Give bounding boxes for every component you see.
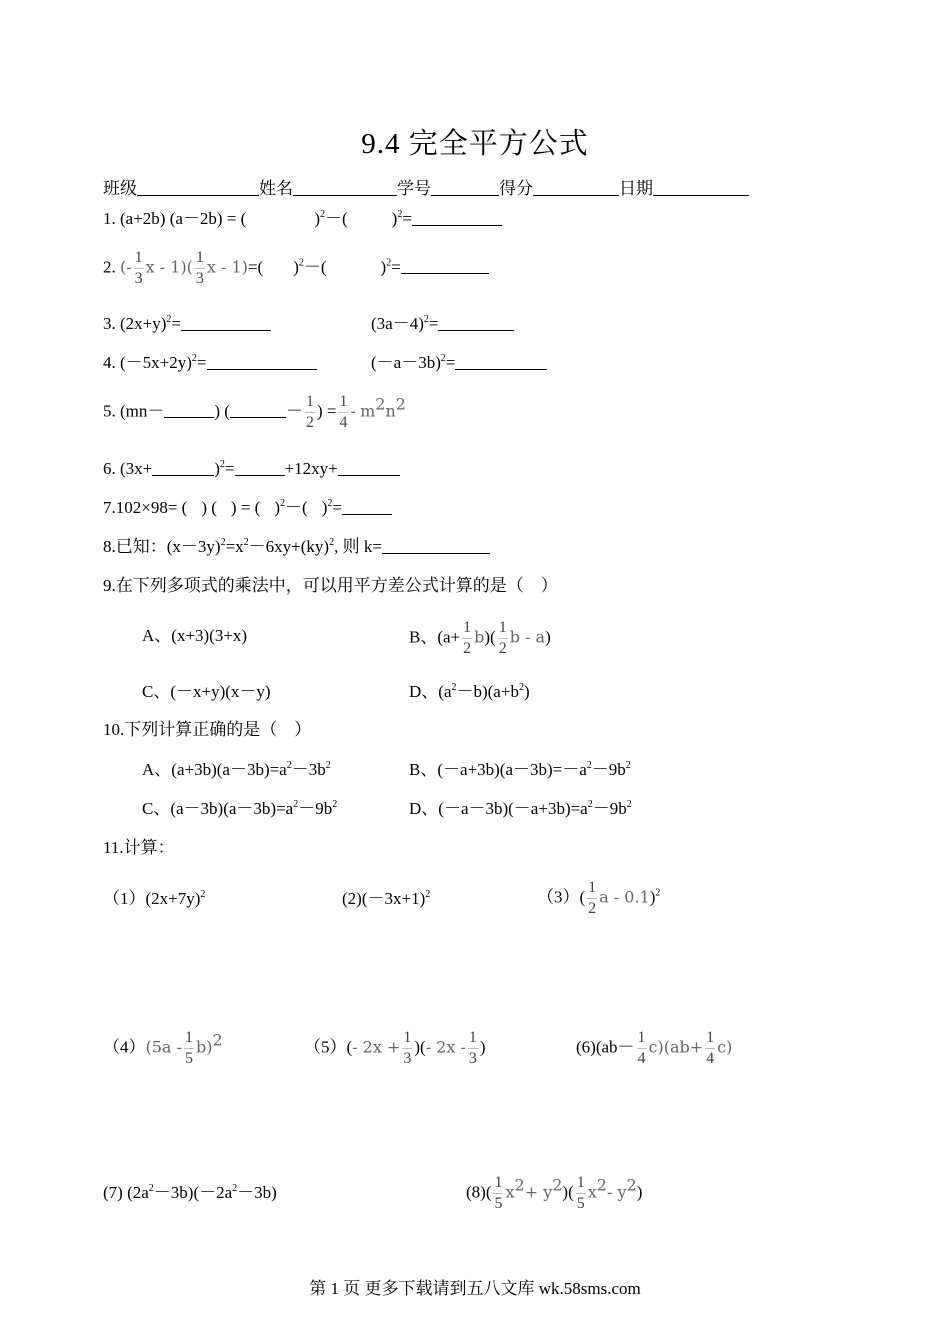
q9-option-c: C、(－x+y)(x－y) xyxy=(142,682,271,701)
class-label: 班级 xyxy=(103,179,137,198)
q1-sup2: 2 xyxy=(397,209,403,220)
question-4-part-2: $(-a-3b)^2=$ xyxy=(371,354,547,371)
q10-option-c: C、$(a-3b)(a-3b)=a^2-9b^2$ xyxy=(142,799,338,818)
student-info-line xyxy=(103,180,749,197)
q6-blank-3 xyxy=(338,460,400,476)
q2-number: 2. xyxy=(103,257,116,277)
q11-part-1: $(1)(2x+7y)^2$ xyxy=(103,889,206,908)
q1-paren2: ) xyxy=(391,209,398,228)
q2-close: x - 1) xyxy=(206,257,248,277)
question-3-part-1: 3. $(2x+y)^2=$ xyxy=(103,315,271,332)
q5-blank-1 xyxy=(164,402,214,418)
q2-mid: x - 1)( xyxy=(145,257,193,277)
q1-minus: －( xyxy=(325,209,348,228)
q1-text: 1. (a+2b) (a－2b) = ( xyxy=(103,209,247,228)
q11-part-7: (7) $(2a^2-3b)(-2a^2-3b)$ xyxy=(103,1183,277,1202)
date-label: 日期 xyxy=(619,179,653,198)
question-9-stem: 9.在下列多项式的乘法中，可以用平方差公式计算的是（ ） xyxy=(103,576,558,595)
q3-blank-2 xyxy=(438,315,514,331)
q2-fraction-2: $\frac{1}{3}$ xyxy=(195,249,204,287)
q1-blank xyxy=(412,210,502,226)
q5-fraction-1: $\frac{1}{2}$ xyxy=(305,393,314,431)
q2-open: (- xyxy=(120,257,132,277)
question-2: 2. (- $\frac{1}{3}$ x - 1)( $\frac{1}{3}$ x - 1)=( )$^2$－( )$^2$= xyxy=(103,250,489,287)
name-blank xyxy=(293,180,397,196)
q10-option-a: A、$(a+3b)(a-3b)=a^2-3b^2$ xyxy=(142,760,331,779)
score-label: 得分 xyxy=(499,179,533,198)
name-label: 姓名 xyxy=(259,179,293,198)
q5-blank-2 xyxy=(230,402,286,418)
question-7: 7.102×98= ( ) ( ) = ( )$^2$－( )$^2$= xyxy=(103,499,392,516)
question-3-part-2: $(3a-4)^2=$ xyxy=(371,315,514,332)
number-label: 学号 xyxy=(397,179,431,198)
question-10-stem: 10.下列计算正确的是（ ） xyxy=(103,720,312,739)
question-8: 8.已知：$(x-3y)^2=x^2-6xy+(ky)^2$, 则 k= xyxy=(103,538,490,555)
page-footer: 第 1 页 更多下载请到五八文库 wk.58sms.com xyxy=(309,1279,641,1298)
class-blank xyxy=(137,180,259,196)
q9-option-b: B、(a+ $\frac{1}{2}$ b)( $\frac{1}{2}$ b - a) xyxy=(409,619,551,657)
q10-option-d: D、$(-a-3b)(-a+3b)=a^2-9b^2$ xyxy=(409,799,632,818)
q3-blank-1 xyxy=(181,315,271,331)
page-title: 9.4 完全平方公式 xyxy=(361,128,589,160)
q2-blank xyxy=(401,258,489,274)
q9-option-d: D、$(a^2-b)(a+b^2)$ xyxy=(409,682,530,701)
q11-part-4: （4）(5a - $\frac{1}{5}$ b)$^2$ xyxy=(103,1029,223,1067)
q8-blank xyxy=(382,538,490,554)
q9-option-a: A、(x+3)(3+x) xyxy=(142,626,248,645)
date-blank xyxy=(653,180,749,196)
q2-minus: －( xyxy=(303,257,327,277)
number-blank xyxy=(431,180,499,196)
q11-part-5: （5）(- 2x + $\frac{1}{3}$ )(- 2x - $\frac{1}{3}$ ) xyxy=(304,1029,486,1067)
q2-eq: =( xyxy=(247,257,264,277)
q1-eq: = xyxy=(402,209,412,228)
question-6: 6. $(3x+ )^2= +12xy+$ xyxy=(103,460,400,477)
q5-fraction-2: $\frac{1}{4}$ xyxy=(339,393,348,431)
q11-part-3: （3）( $\frac{1}{2}$ a - 0.1)$^2$ xyxy=(537,879,661,917)
q4-blank-2 xyxy=(455,354,547,370)
q1-sup: 2 xyxy=(320,209,325,220)
question-4-part-1: 4. $(-5x+2y)^2=$ xyxy=(103,354,317,371)
q2-paren: ) xyxy=(293,257,299,277)
q1-paren: ) xyxy=(314,209,320,228)
question-11-stem: 11.计算： xyxy=(103,838,175,857)
q11-part-2: $(2)(-3x+1)^2$ xyxy=(342,889,431,908)
q11-part-8: (8)( $\frac{1}{5}$ $x^2+ y^2$)( $\frac{1}{5}$ $x^2-$ $y^2$) xyxy=(466,1174,643,1212)
q11-part-6: (6)(ab－ $\frac{1}{4}$ c)(ab+ $\frac{1}{4}$ c) xyxy=(576,1029,733,1067)
q10-option-b: B、$(-a+3b)(a-3b)=-a^2-9b^2$ xyxy=(409,760,631,779)
score-blank xyxy=(533,180,619,196)
question-5: 5. (mn－ ) ( － $\frac{1}{2}$ ) = $\frac{1}{4}$ - $m^2n^2$ xyxy=(103,393,406,431)
q6-blank-1 xyxy=(152,460,214,476)
q2-paren2: ) xyxy=(380,257,387,277)
q2-fraction-1: $\frac{1}{3}$ xyxy=(134,249,143,287)
q6-blank-2 xyxy=(235,460,285,476)
q4-blank-1 xyxy=(207,354,317,370)
q7-blank xyxy=(342,499,392,515)
question-1 xyxy=(103,210,502,227)
q2-eq2: = xyxy=(391,257,401,277)
